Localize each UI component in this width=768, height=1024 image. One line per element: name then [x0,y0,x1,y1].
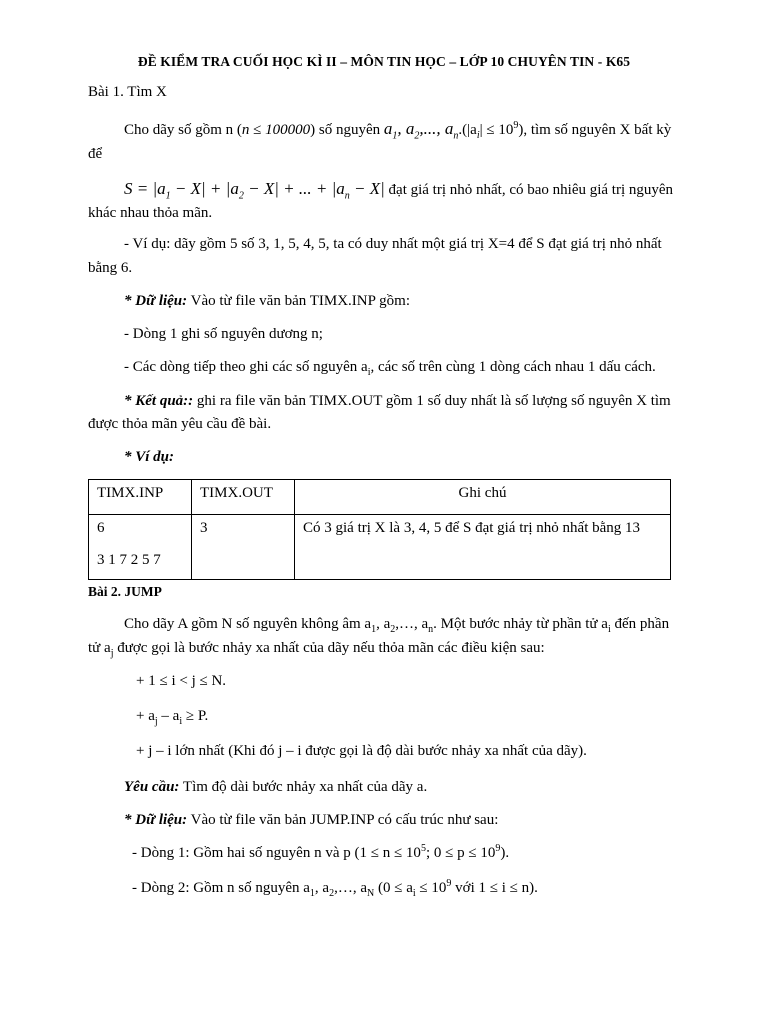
exponent: 9 [446,878,452,890]
seq-a: a [383,119,393,139]
text-run: (0 ≤ a [374,880,413,897]
text-run: . Một bước nhảy từ phần tử a [433,616,608,633]
text-run: ) số nguyên [310,122,384,139]
table-row [89,515,671,580]
bai1-line1: - Dòng 1 ghi số nguyên dương n; [124,326,323,343]
formula-s-symbol: S [124,178,133,198]
text-run: đến phần tử a [88,616,670,656]
text-run: ≤ 10 [415,880,447,897]
ai-constraint-tail: | ≤ 10 [479,122,514,139]
output-text: ghi ra file văn bản TIMX.OUT gồm 1 số duy nhất là số lượng số nguyên X tìm được thỏa mãn yêu cầu đề bài. [88,392,671,432]
text-run: ≥ P. [182,708,209,725]
condition-2: + $a_j - a_i \ge P$. [136,708,209,728]
table-header: TIMX.INP [89,480,192,515]
text-run: được gọi là bước nhảy xa nhất của dãy nếu thỏa mãn các điều kiện sau: [113,639,545,656]
text-run: ) [518,122,524,139]
table-cell-note: Có 3 giá trị X là 3, 4, 5 để S đạt giá trị nhỏ nhất bằng 13 [295,515,671,580]
exponent: 5 [420,843,426,855]
text-run: - Các dòng tiếp theo ghi các số nguyên a [124,359,368,376]
text-run: Cho dãy số gồm n ( [124,122,242,139]
requirement-text: Tìm độ dài bước nhảy xa nhất của dãy a. [179,778,428,795]
n-constraint: n ≤ 100000 [241,122,311,139]
text-run: - Dòng 2: Gồm n số nguyên a [132,880,310,897]
formula-tail: đạt giá trị nhỏ nhất, có bao nhiêu giá trị nguyên khác nhau thỏa mãn. [88,181,674,222]
bai1-output [88,390,680,437]
inp-line-1: 6 [97,520,105,537]
text-run: Cho dãy A gồm N số nguyên không âm a [124,616,372,633]
bai2-intro: Cho dãy A gồm N số nguyên không âm $a_1$, $a_2,\dots$, $a_n$. Một bước nhảy từ phần tử $a_i$ đến phần tử $a_j$ được gọi là bước nhảy xa nhất của dãy nếu thỏa mãn các điều kiện sau: [88,616,670,659]
formula-expression: $S = |a_1 - X| + |a_2 - X|$ + ... + $|a_n - X|$ [124,178,385,202]
condition-3: + j – i lớn nhất (Khi đó j – i được gọi là độ dài bước nhảy xa nhất của dãy). [136,743,587,760]
text-run: - Dòng 1: Gồm hai số nguyên n và p (1 ≤ n ≤ 10 [132,845,421,862]
input-text: Vào từ file văn bản TIMX.INP gồm: [187,292,410,309]
text-run: + a [136,708,155,725]
text-run: ,…, a [334,880,367,897]
text-run: – a [157,708,180,725]
requirement-label: Yêu cầu: [124,778,180,795]
ai-constraint: (|a [462,122,477,139]
bai2-input [88,809,680,832]
exponent: 9 [495,843,501,855]
text-run: , tìm số nguyên X bất kỳ để [88,122,672,162]
formula-s [88,176,680,226]
bai2-heading: Bài 2. JUMP [88,584,162,600]
bai1-example-label [88,446,680,469]
output-label: * Kết quả:: [124,392,194,409]
input-text: Vào từ file văn bản JUMP.INP có cấu trúc như sau: [187,811,499,828]
condition-1: + 1 ≤ i < j ≤ N. [136,672,227,689]
bai1-input [88,290,680,313]
bai2-requirement [88,776,680,799]
bai1-intro: Cho dãy số gồm n (n ≤ 100000) số nguyên $a_1$, $a_2$,..., $a_n.(|a_i| \le 10^9)$, tìm số nguyên X bất kỳ để [88,119,672,162]
bai1-line2: - Các dòng tiếp theo ghi các số nguyên $a_i$, các số trên cùng 1 dòng cách nhau 1 dấu cách. [124,359,656,379]
text-run: ; 0 ≤ p ≤ 10 [425,845,496,862]
text-run: , các số trên cùng 1 dòng cách nhau 1 dấu cách. [370,359,656,376]
input-label: * Dữ liệu: [124,811,188,828]
text-run: ). [500,845,510,862]
table-header: Ghi chú [295,480,671,515]
input-label: * Dữ liệu: [124,292,188,309]
example-label: * Ví dụ: [124,449,175,466]
table-header: TIMX.OUT [192,480,295,515]
table-header-row [89,480,671,515]
exponent: 9 [513,120,519,132]
bai1-example: - Ví dụ: dãy gồm 5 số 3, 1, 5, 4, 5, ta có duy nhất một giá trị X=4 để S đạt giá trị nhỏ nhất bằng 6. [88,236,662,276]
bai2-dong1 [132,842,680,865]
inp-line-2: 3 1 7 2 5 7 [97,551,161,568]
table-cell-out: 3 [192,515,295,580]
page-title: ĐỀ KIỂM TRA CUỐI HỌC KÌ II – MÔN TIN HỌC – LỚP 10 CHUYÊN TIN - K65 [137,54,631,69]
sequence-notation: $a_1$, $a_2$,..., $a_n$ [383,119,459,142]
text-run: với 1 ≤ i ≤ n). [451,880,538,897]
table-cell-inp [89,515,192,580]
bai2-dong2: - Dòng 2: Gồm n số nguyên $a_1$, $a_2,\dots$, $a_N$ ($0 \le a_i \le 10^9$ với 1 ≤ i ≤ n). [132,878,538,900]
example-table [88,479,671,580]
bai1-heading: Bài 1. Tìm X [88,83,167,100]
